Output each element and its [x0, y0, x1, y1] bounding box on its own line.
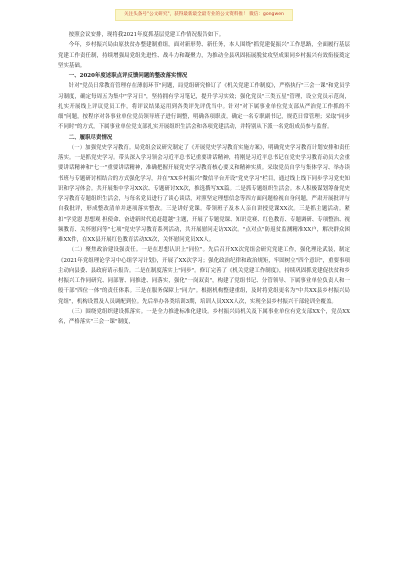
paragraph-party-history: （一）加强党史学习教育。局党组会议研究制定了《开展党史学习教育实施方案》，明确党史学习教育计划安排和责任落实。一是抓党史学习。带头深入学习领会习近平总书记重要讲话精神，将刚是习近平总书记在党史学习教育动员大会重要讲话精神和"七一"重要讲话精神，准确把握开展党史学习教育核心要义和精神实质。采取党员自学与集体学习、举办读书班与专题研讨相结合的方式强化学习，并在"XX乡村振兴"微信平台开设"党史学习"栏目，通过线上线下同步学习党史知识和学习体会。共开展集中学习XX次、专题研讨XX次，推选撰写XX篇。二是抓专题组织生活会。本人积极谋划筹备党史学习教育专题组织生活会，与每名党员进行了谈心谈话，对照坚定理想信念等四方面问题检视自身问题，严肃开展批评与自我批评，形成整改清单并逐项落实整改。三是讲好党课。带领班子及本人亲自讲授党课XX次。三是抓主题活动。紧扣"学党恩 思想观 担使命、奋进新时代追赶超越"主题，开展了专题党课、知识竞赛、红色教育、专题调研、专项整治、视频教育、关怀慰问等"七项"党史学习教育系列活动，共开展慰问走访XX次。"点对点"防返贫监测精准XX户，解决群众困难XX件，在XX县开展红色教育活动XX次，关怀慰问党员XX人。: [58, 144, 350, 243]
paragraph-rectification: 针对"党员日常教育管理存在薄弱环节"问题，局党组研究修订了《机关党建工作制度》，严格执行"三会一课"和党员学习制度，确定每周五为集中"学习日"，坚持拥有学习笔记，提升学习实效；强化党员"三类五星"管理，设立党员示范岗，扎实开展线上评议党员工作，将评议结果运用到各类评先评优当中。针对"对下属事业单位党支部从严治党工作抓的不细"问题，按程序对各事业单位党员领导班子进行调整，明确各项职责，确定一名专职副书记，规范日常管理；采取"同步不同时"的方式，下属事业单位党支部扎实开展组织生活会和各项党建活动，并特别从下派一名党组成员参与监督。: [58, 83, 350, 131]
paragraph-political-building: （二）聚焦政治建设强责任。一是在思想认识上"同位"。先后召开XX次党组会研究党建工作，强化理论武装，制定《2021年党组理论学习中心组学习计划》，开展了XX次学习；强化政治纪律和政治规矩，牢固树立"四个意识"，重要事项主动向县委、县政府请示报告。二是在制度落实上"同步"。修订完善了《机关党建工作制度》，持续巩固抓党建促扶贫和乡村振兴工作同研究、同部署、同推进、同落实，强化"一岗双责"，构建了党组书记、分管领导、下属事业单位负责人和一般干部"四位一体"的责任体系。三是在服务保障上"同力"。根据机构整建重组，及时将党组更名为"中共XX县乡村振兴局党组"，机构设置及人员调配到位。先后举办各类培训3期，培训人员XXX人次，实现全县乡村振兴干部轮训全覆盖。: [58, 247, 350, 305]
section-heading-2: 二、履职尽责情况: [68, 134, 113, 141]
paragraph-overview: 今年，乡村振兴局由原扶贫办整建制重组，面对新形势、新任务，本人围绕"抓党建促振兴"工作思路，全面履行基层党建工作责任制，持续增强局党组先进性、战斗力和凝聚力，为推动全县巩固拓展脱贫攻坚成果同乡村振兴有效衔接奠定坚实基础。: [58, 42, 350, 69]
top-banner: [0, 0, 408, 17]
paragraph-organization-building: （三）围绕党组织建设抓落实。一是全力推进标准化建设。乡村振兴局机关及下属事业单位有党支部XX个，党员XX名，严格落实"三会一课"制度，: [58, 308, 350, 325]
section-heading-1: 一、2020年度述职点评反馈问题的整改落实情况: [68, 73, 188, 79]
document-body: [58, 30, 350, 327]
banner-text: 关注头条号"公文研究"，获得最新最全最专业的公文资料推！ 微信：gongwen: [115, 9, 293, 21]
paragraph-intro: 按照会议安排，现将我2021年度抓基层党建工作情况报告如下。: [68, 32, 225, 38]
